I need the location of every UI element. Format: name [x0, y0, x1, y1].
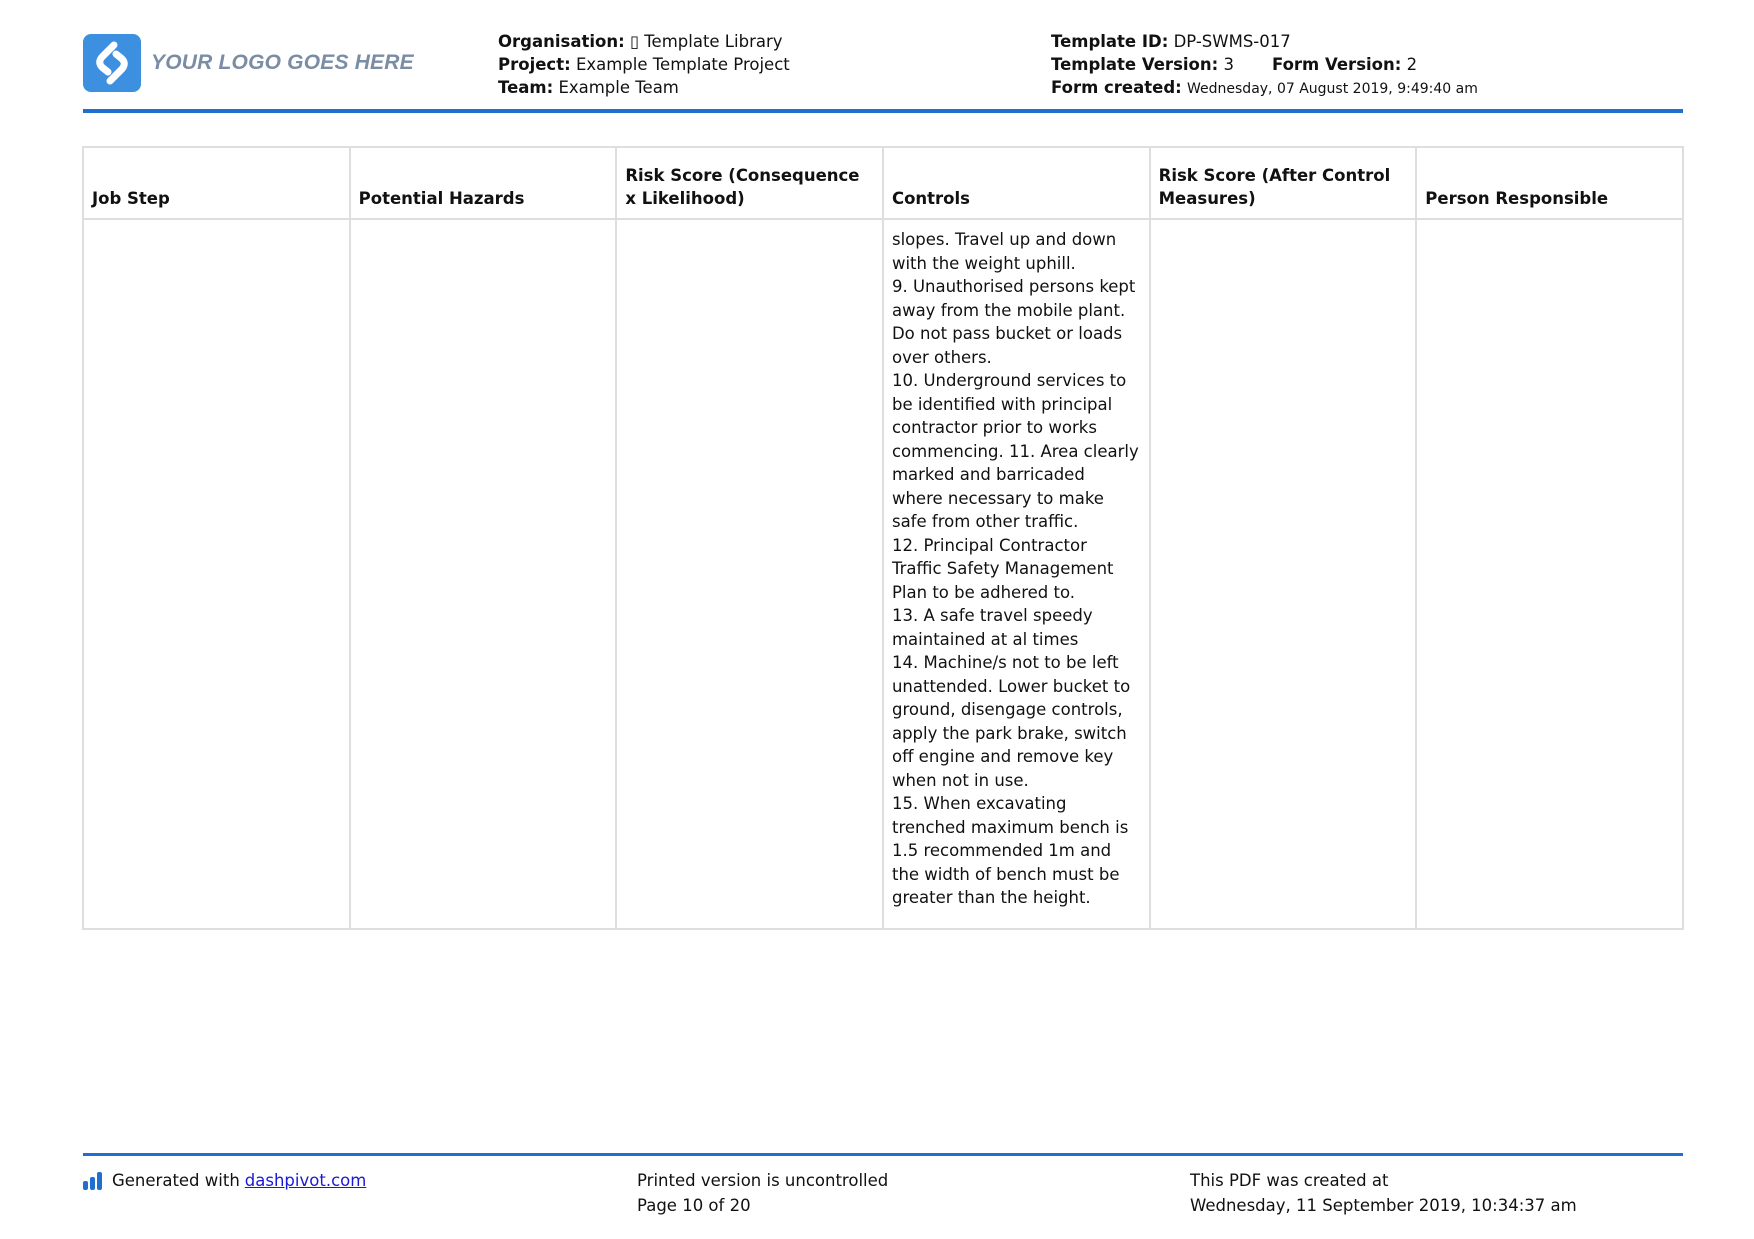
column-header-controls: Controls: [883, 147, 1150, 219]
team-line: Team: Example Team: [498, 78, 679, 97]
uncontrolled-notice: Printed version is uncontrolled: [637, 1171, 889, 1190]
template-version-value: 3: [1223, 55, 1234, 74]
column-header-risk-score: Risk Score (Consequence x Likelihood): [616, 147, 883, 219]
dashpivot-link[interactable]: dashpivot.com: [244, 1171, 367, 1190]
template-meta: [1051, 30, 1478, 101]
template-id-value: DP-SWMS-017: [1173, 32, 1291, 51]
footer-divider: [83, 1153, 1683, 1156]
created-label: This PDF was created at: [1190, 1171, 1389, 1190]
footer-created: [1190, 1168, 1577, 1218]
template-id-line: Template ID: DP-SWMS-017: [1051, 32, 1291, 51]
cell-person-responsible: [1416, 219, 1683, 929]
logo-s-icon: [83, 34, 141, 92]
project-line: Project: Example Template Project: [498, 55, 790, 74]
column-header-potential-hazards: Potential Hazards: [350, 147, 617, 219]
cell-potential-hazards: [350, 219, 617, 929]
form-created-value: Wednesday, 07 August 2019, 9:49:40 am: [1187, 81, 1478, 97]
organisation-line: Organisation: ▯ Template Library: [498, 32, 783, 51]
form-version-value: 2: [1406, 55, 1418, 74]
column-header-job-step: Job Step: [83, 147, 350, 219]
company-logo: [83, 34, 414, 92]
footer-page-info: [637, 1168, 888, 1218]
project-meta: [498, 30, 790, 99]
team-value: Example Team: [558, 78, 679, 97]
column-header-person-responsible: Person Responsible: [1416, 147, 1683, 219]
form-created-line: Form created: Wednesday, 07 August 2019, 9:49:40 am: [1051, 78, 1478, 97]
organisation-value: ▯ Template Library: [629, 32, 783, 51]
footer-generated: Generated with dashpivot.com: [83, 1168, 366, 1193]
table-row: [83, 219, 1683, 929]
version-line: Template Version: 3 Form Version: 2: [1051, 55, 1418, 74]
page-number: Page 10 of 20: [637, 1196, 751, 1215]
cell-job-step: [83, 219, 350, 929]
created-value: Wednesday, 11 September 2019, 10:34:37 am: [1190, 1196, 1577, 1215]
cell-risk-score-after: [1150, 219, 1417, 929]
project-value: Example Template Project: [575, 55, 790, 74]
column-header-risk-score-after: Risk Score (After Control Measures): [1150, 147, 1417, 219]
cell-controls: slopes. Travel up and down with the weight uphill. 9. Unauthorised persons kept away from the mobile plant. Do not pass bucket or loads over others. 10. Underground services to be identified with principal contractor prior to works commencing. 11. Area clearly marked and barricaded where necessary to make safe from other traffic. 12. Principal Contractor Traffic Safety Management Plan to be adhered to. 13. A safe travel speedy maintained at al times 14. Machine/s not to be left unattended. Lower bucket to ground, disengage controls, apply the park brake, switch off engine and remove key when not in use. 15. When excavating trenched maximum bench is 1.5 recommended 1m and the width of bench must be greater than the height.: [883, 219, 1150, 929]
swms-table: [82, 146, 1684, 930]
page-header: [83, 30, 1683, 110]
table-header-row: [83, 147, 1683, 219]
cell-risk-score: [616, 219, 883, 929]
logo-text: YOUR LOGO GOES HERE: [151, 51, 414, 74]
bar-chart-icon: [83, 1172, 104, 1190]
header-divider: [83, 109, 1683, 113]
